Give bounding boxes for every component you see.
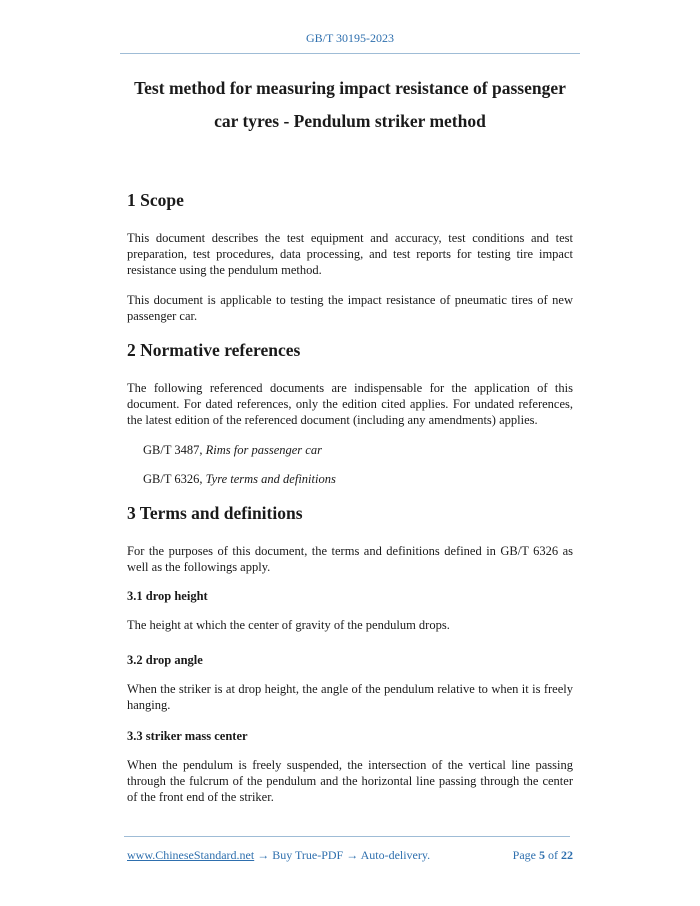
reference-code: GB/T 3487, <box>143 442 206 457</box>
reference-item <box>127 471 573 487</box>
section-heading-terms: 3 Terms and definitions <box>127 502 303 523</box>
total-pages: 22 <box>561 848 573 862</box>
section-heading-scope: 1 Scope <box>127 190 184 210</box>
footer-divider <box>124 836 570 837</box>
normative-paragraph: The following referenced documents are indispensable for the application of this document. For dated references, only the edition cited applies. For undated references, the latest edition of the referenced document (including any amendments) applies. <box>127 381 573 428</box>
term-heading: 3.2 drop angle <box>127 653 203 668</box>
title-line-2: car tyres - Pendulum striker method <box>214 111 486 131</box>
scope-paragraph-1: This document describes the test equipment and accuracy, test conditions and test preparation, test procedures, data processing, and test reports for testing tire impact resistance using the pendulum method. <box>127 231 573 278</box>
scope-paragraph-2: This document is applicable to testing the impact resistance of pneumatic tires of new passenger car. <box>127 292 573 323</box>
term-heading: 3.3 striker mass center <box>127 728 248 743</box>
section-heading-normative-references: 2 Normative references <box>127 340 301 361</box>
title-line-1: Test method for measuring impact resistance of passenger <box>134 78 566 98</box>
page-footer <box>127 848 573 863</box>
terms-paragraph: For the purposes of this document, the terms and definitions defined in GB/T 6326 as well as the followings apply. <box>127 543 573 574</box>
term-definition: The height at which the center of gravity of the pendulum drops. <box>127 618 450 633</box>
document-title <box>100 72 600 138</box>
current-page: 5 <box>539 848 545 862</box>
page-label: Page <box>512 848 536 862</box>
footer-promo <box>127 848 430 862</box>
reference-title: Tyre terms and definitions <box>205 471 336 486</box>
document-body <box>127 188 573 805</box>
running-header: GB/T 30195-2023 <box>305 31 395 45</box>
header-divider <box>120 53 580 54</box>
chinesestandard-link[interactable]: www.ChineseStandard.net <box>127 848 255 862</box>
term-definition: When the pendulum is freely suspended, the intersection of the vertical line passing through the fulcrum of the pendulum and the horizontal line passing through the center of the front end of the striker. <box>127 757 573 805</box>
of-label: of <box>548 848 558 862</box>
term-heading: 3.1 drop height <box>127 589 208 604</box>
page-number <box>513 848 573 863</box>
footer-promo-text: → Buy True-PDF → Auto-delivery. <box>254 848 431 862</box>
reference-code: GB/T 6326, <box>143 471 206 486</box>
term-definition: When the striker is at drop height, the angle of the pendulum relative to when it is freely hanging. <box>127 682 573 713</box>
reference-item <box>127 442 573 458</box>
reference-title: Rims for passenger car <box>205 442 322 457</box>
